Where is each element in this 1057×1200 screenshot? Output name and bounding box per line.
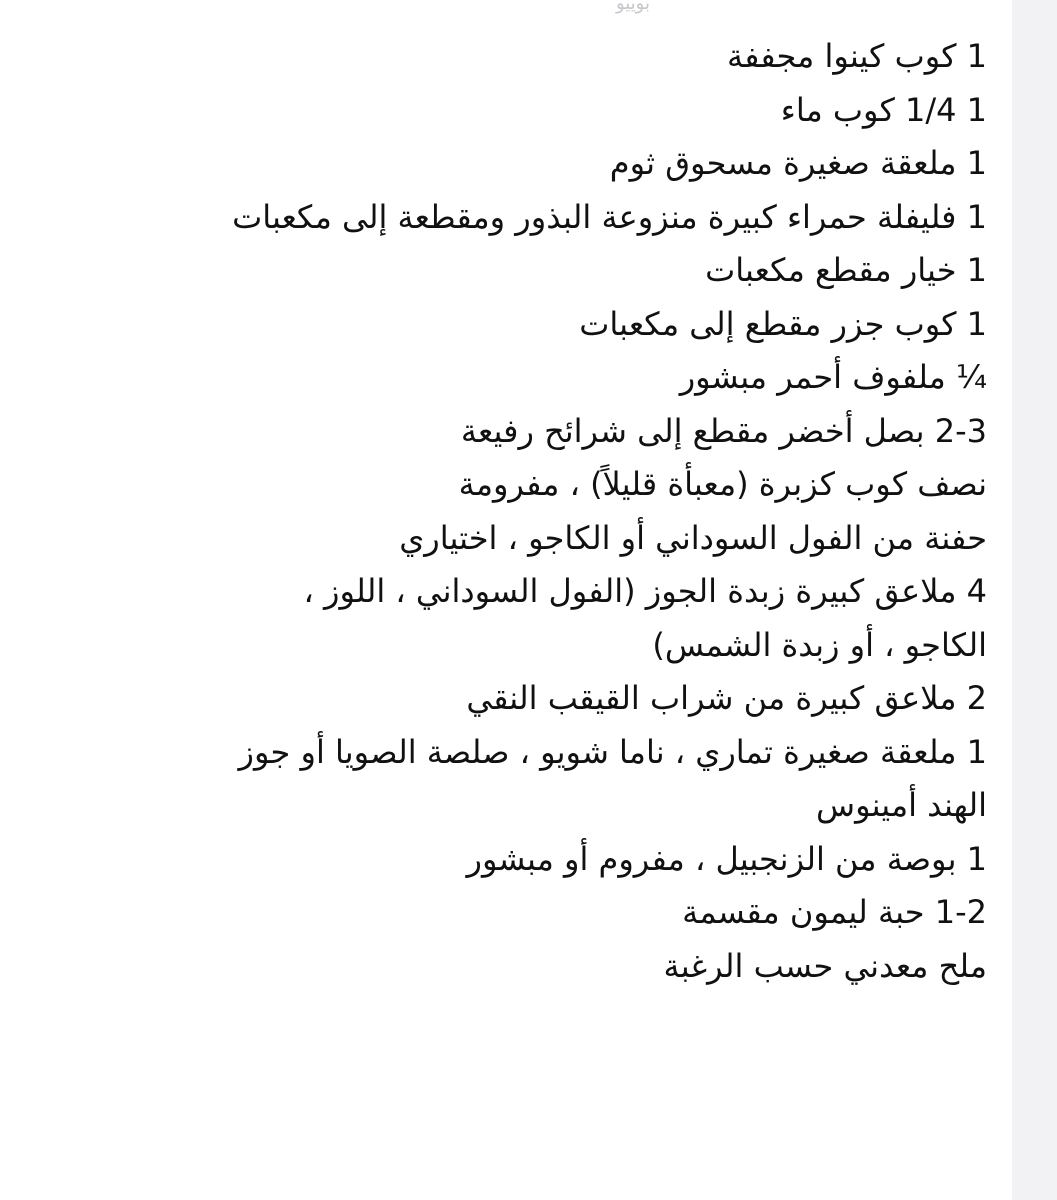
ingredient-line: الهند أمينوس bbox=[816, 786, 987, 824]
ingredient-line: 4 ملاعق كبيرة زبدة الجوز (الفول السوداني ، اللوز ، bbox=[303, 572, 987, 610]
ingredient-line: 1 كوب كينوا مجففة bbox=[726, 37, 987, 75]
ingredient-line: نصف كوب كزبرة (معبأة قليلاً) ، مفرومة bbox=[458, 465, 987, 503]
ingredient-line: حفنة من الفول السوداني أو الكاجو ، اختياري bbox=[399, 518, 987, 557]
ingredient-line: ¼ ملفوف أحمر مبشور bbox=[679, 358, 987, 396]
ingredient-line: 1 ملعقة صغيرة تماري ، ناما شويو ، صلصة الصويا أو جوز bbox=[238, 732, 987, 771]
ingredient-line: 2 ملاعق كبيرة من شراب القيقب النقي bbox=[466, 679, 987, 717]
ingredient-line: 1 كوب جزر مقطع إلى مكعبات bbox=[579, 304, 987, 343]
ingredient-line: 1 ملعقة صغيرة مسحوق ثوم bbox=[609, 144, 987, 182]
ingredient-line: 1 بوصة من الزنجبيل ، مفروم أو مبشور bbox=[466, 839, 987, 878]
scrollbar-track[interactable] bbox=[1012, 0, 1057, 1200]
ingredient-line: 1-2 حبة ليمون مقسمة bbox=[682, 893, 987, 931]
ingredient-line: الكاجو ، أو زبدة الشمس) bbox=[652, 625, 987, 664]
ingredients-list bbox=[47, 30, 987, 993]
cut-off-header-text: بوييو bbox=[615, 0, 650, 14]
ingredient-line: 2-3 بصل أخضر مقطع إلى شرائح رفيعة bbox=[460, 411, 987, 450]
ingredient-line: ملح معدني حسب الرغبة bbox=[663, 946, 987, 985]
ingredient-line: 1 خيار مقطع مكعبات bbox=[705, 251, 987, 289]
ingredient-line: 1 فليفلة حمراء كبيرة منزوعة البذور ومقطعة إلى مكعبات bbox=[232, 197, 987, 236]
ingredient-line: 1 1/4 كوب ماء bbox=[780, 90, 987, 129]
